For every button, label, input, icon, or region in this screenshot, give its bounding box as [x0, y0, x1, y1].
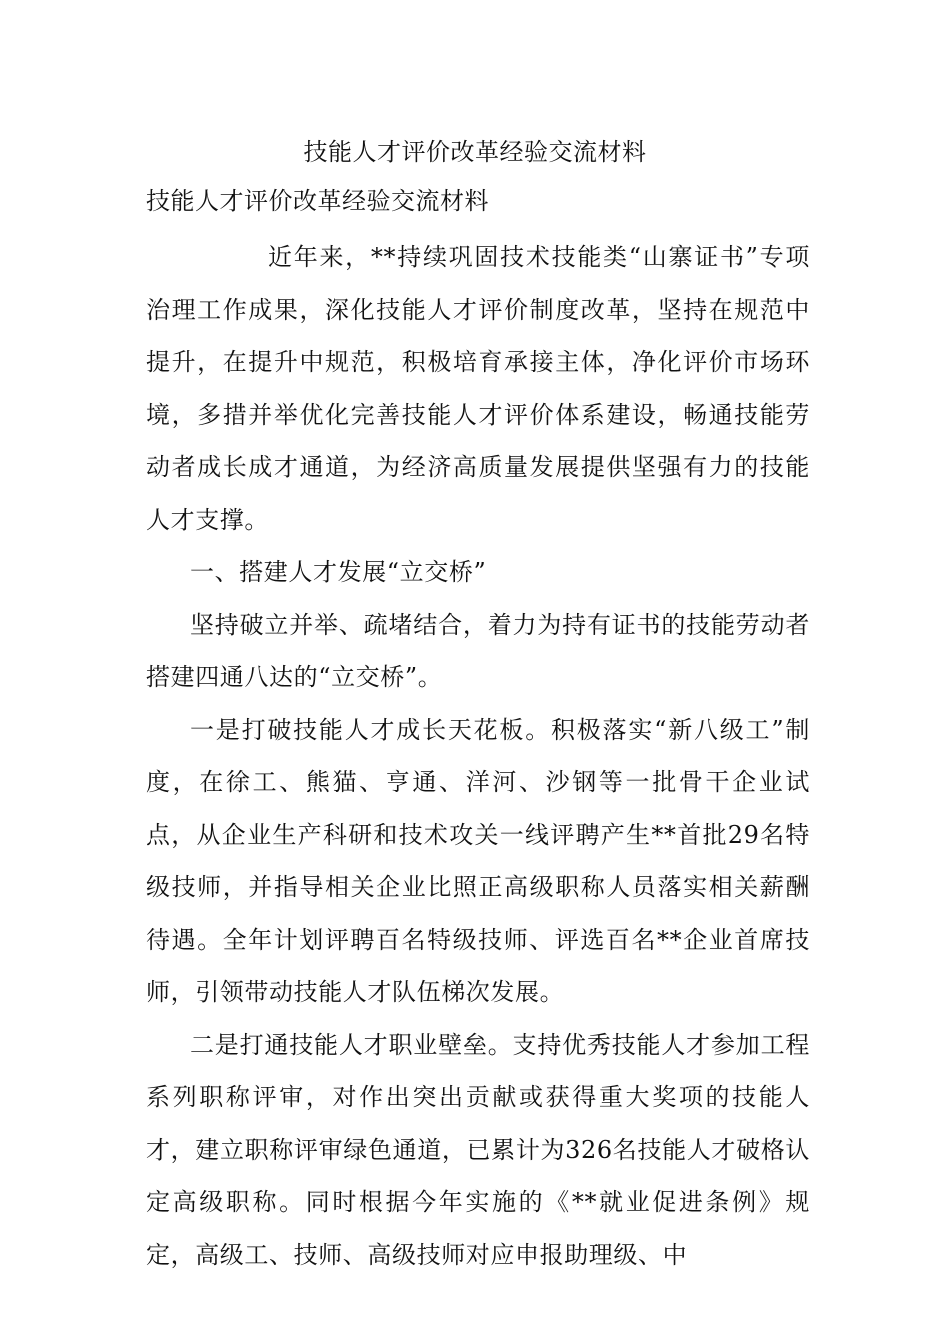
body-paragraph: 一是打破技能人才成长天花板。积极落实“新八级工”制度，在徐工、熊猫、亨通、洋河、沙钢等一批骨干企业试点，从企业生产科研和技术攻关一线评聘产生**首批29名特级技师，并指导相关企业比照正高级职称人员落实相关薪酬待遇。全年计划评聘百名特级技师、评选百名**企业首席技师，引领带动技能人才队伍梯次发展。: [146, 715, 810, 1006]
body-paragraph: 坚持破立并举、疏堵结合，着力为持有证书的技能劳动者搭建四通八达的“立交桥”。: [146, 610, 810, 691]
document-title: 技能人才评价改革经验交流材料: [303, 138, 647, 166]
section-heading: 一、搭建人才发展“立交桥”: [190, 558, 487, 586]
document-subtitle: 技能人才评价改革经验交流材料: [146, 187, 489, 215]
body-paragraph: 二是打通技能人才职业壁垒。支持优秀技能人才参加工程系列职称评审，对作出突出贡献或获得重大奖项的技能人才，建立职称评审绿色通道，已累计为326名技能人才破格认定高级职称。同时根据今年实施的《**就业促进条例》规定，高级工、技师、高级技师对应申报助理级、中: [146, 1030, 810, 1269]
intro-paragraph: 近年来，**持续巩固技术技能类“山寨证书”专项治理工作成果，深化技能人才评价制度改革，坚持在规范中提升，在提升中规范，积极培育承接主体，净化评价市场环境，多措并举优化完善技能人才评价体系建设，畅通技能劳动者成长成才通道，为经济高质量发展提供坚强有力的技能人才支撑。: [146, 243, 810, 534]
document-body: [146, 231, 810, 1281]
